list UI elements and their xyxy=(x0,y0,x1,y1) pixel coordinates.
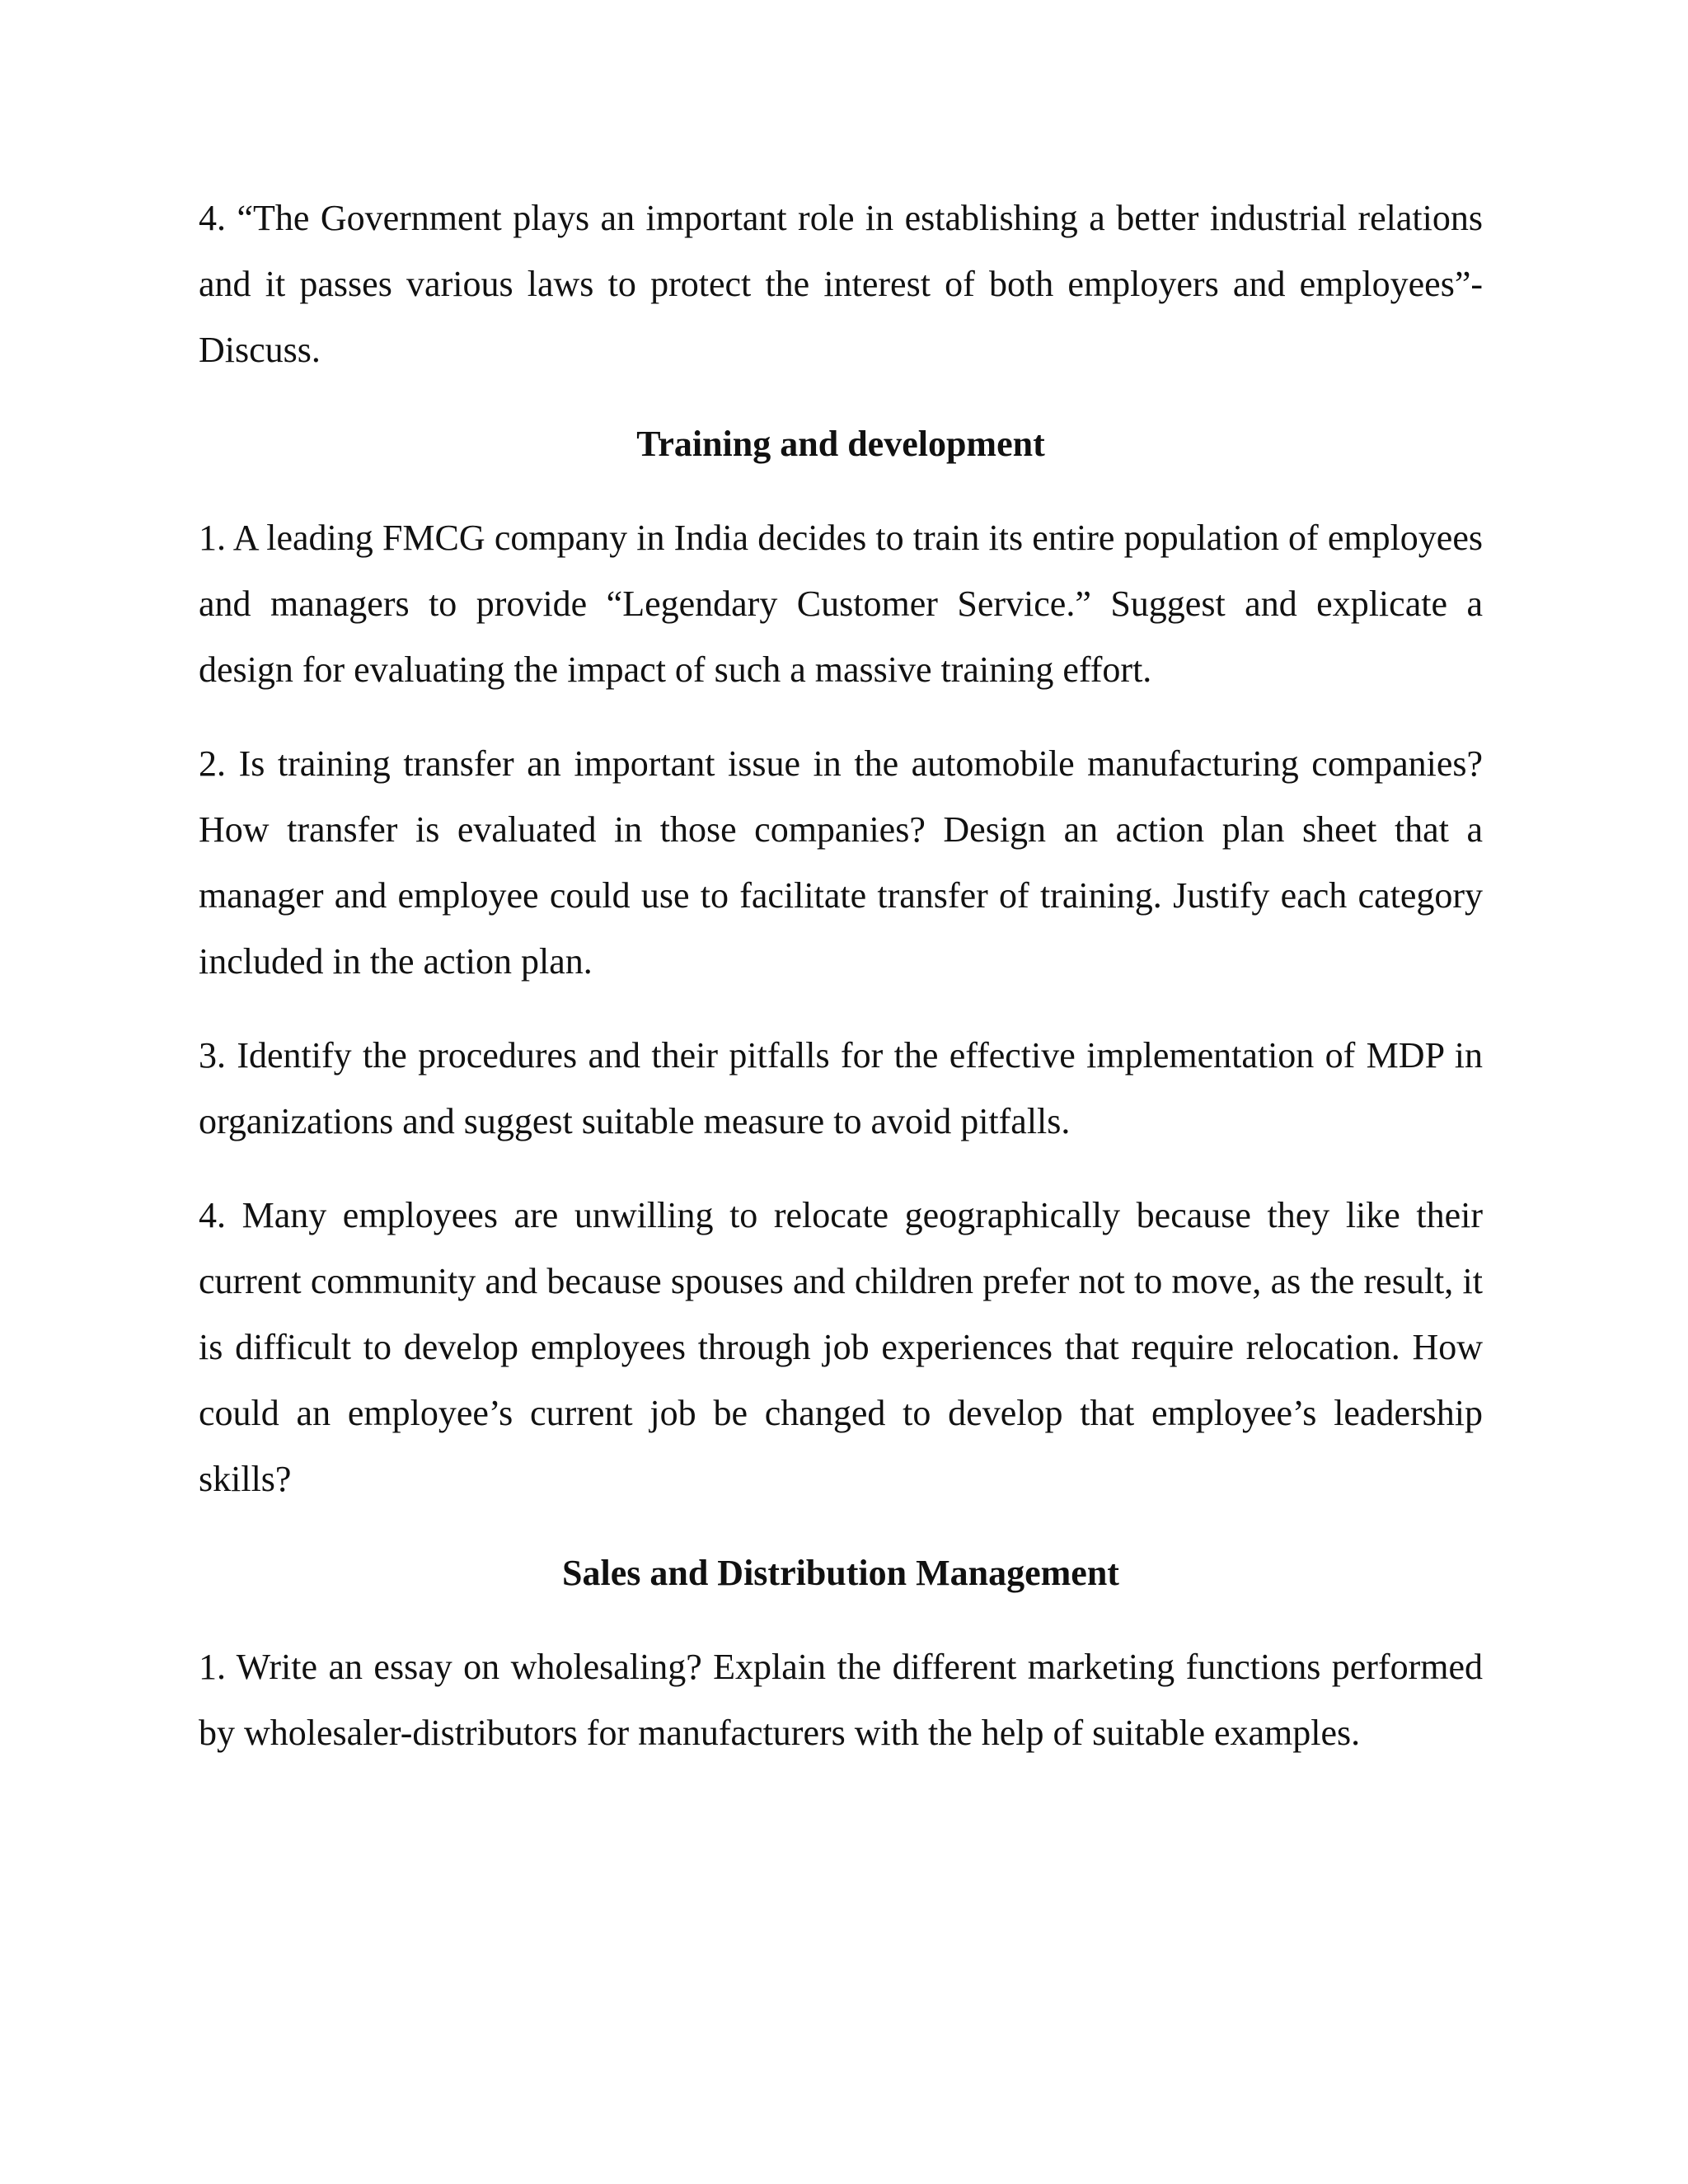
question-paragraph: 1. Write an essay on wholesaling? Explain the different marketing functions performed by wholesaler-distributors for manufacturers with the help of suitable examples. xyxy=(199,1647,1483,1753)
question-paragraph: 4. “The Government plays an important role in establishing a better industrial relations and it passes various laws to protect the interest of both employers and employees”-Discuss. xyxy=(199,198,1483,370)
section-heading-sales: Sales and Distribution Management xyxy=(562,1553,1119,1593)
section-heading-training: Training and development xyxy=(636,424,1045,464)
question-paragraph: 2. Is training transfer an important issue in the automobile manufacturing companies? How transfer is evaluated in those companies? Design an action plan sheet that a manager and employee could use to facilitate transfer of training. Justify each category included in the action plan. xyxy=(199,743,1483,982)
question-paragraph: 4. Many employees are unwilling to relocate geographically because they like their current community and because spouses and children prefer not to move, as the result, it is difficult to develop employees through job experiences that require relocation. How could an employee’s current job be changed to develop that employee’s leadership skills? xyxy=(199,1195,1483,1499)
page-content xyxy=(199,185,1483,1794)
question-paragraph: 3. Identify the procedures and their pitfalls for the effective implementation of MDP in organizations and suggest suitable measure to avoid pitfalls. xyxy=(199,1035,1483,1141)
question-paragraph: 1. A leading FMCG company in India decides to train its entire population of employees and managers to provide “Legendary Customer Service.” Suggest and explicate a design for evaluating the impact of such a massive training effort. xyxy=(199,518,1483,690)
